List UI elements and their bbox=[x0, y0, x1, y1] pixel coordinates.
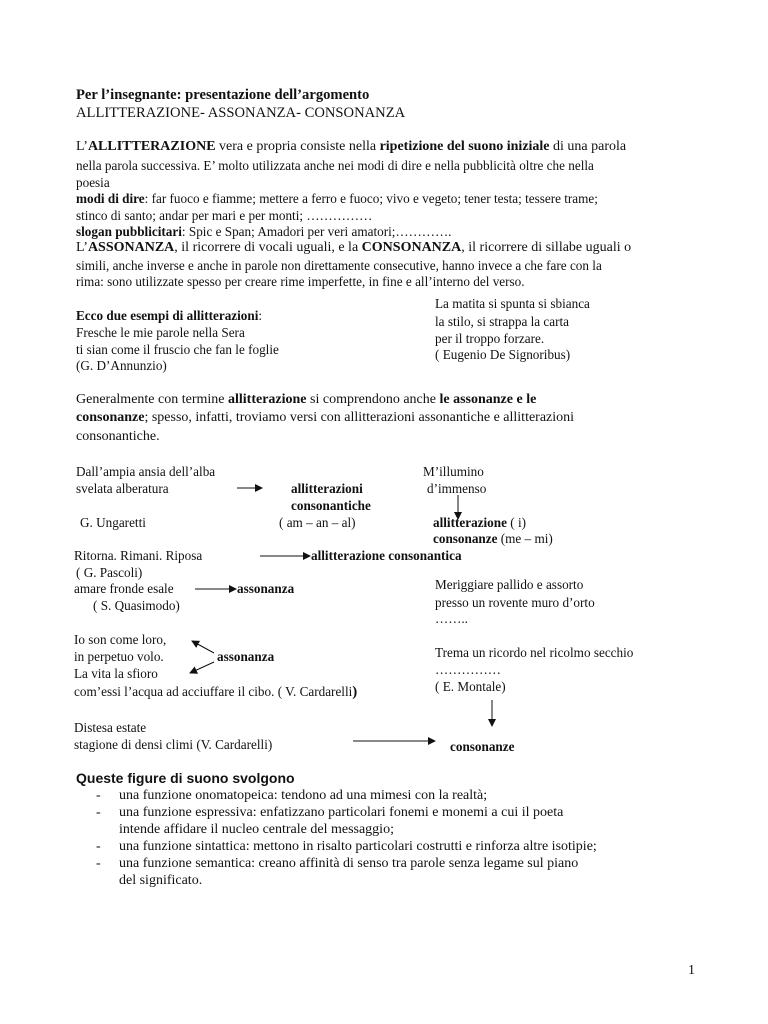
cardarelli-arrow-up bbox=[192, 641, 214, 653]
montale-verse: …….. bbox=[435, 611, 468, 626]
cardarelli2-label: consonanze bbox=[450, 739, 515, 754]
pascoli-verse: Ritorna. Rimani. Riposa bbox=[74, 548, 203, 563]
illumino-verse: d’immenso bbox=[427, 481, 487, 496]
montale-verse: presso un rovente muro d’orto bbox=[435, 595, 595, 610]
funzione-item: - una funzione espressiva: enfatizzano particolari fonemi e monemi a cui il poeta intende affidare il nucleo centrale del messaggio; bbox=[96, 804, 716, 838]
cardarelli-verse: in perpetuo volo. bbox=[74, 649, 164, 664]
page-number: 1 bbox=[688, 963, 695, 978]
intro-line: L’ALLITTERAZIONE vera e propria consiste nella ripetizione del suono iniziale di una parola bbox=[76, 139, 627, 154]
cardarelli2-verse: stagione di densi climi (V. Cardarelli) bbox=[74, 737, 273, 752]
intro-line: L’ASSONANZA, il ricorrere di vocali uguali, e la CONSONANZA, il ricorrere di sillabe uguali o bbox=[76, 240, 632, 255]
cardarelli2-verse: Distesa estate bbox=[74, 720, 147, 735]
ungaretti-label: consonantiche bbox=[291, 498, 371, 513]
quasimodo-label: assonanza bbox=[237, 581, 295, 596]
general-line: Generalmente con termine allitterazione si comprendono anche le assonanze e le bbox=[76, 392, 537, 407]
intro-line: nella parola successiva. E’ molto utilizzata anche nei modi di dire e nella pubblicità oltre che nella bbox=[76, 158, 594, 173]
montale-verse: Meriggiare pallido e assorto bbox=[435, 577, 584, 592]
quasimodo-verse: amare fronde esale bbox=[74, 581, 174, 596]
illumino-verse: M’illumino bbox=[423, 464, 484, 479]
intro-line: stinco di santo; andar per mari e per monti; …………… bbox=[76, 208, 373, 223]
montale-verse: …………… bbox=[435, 662, 501, 677]
cardarelli-verse: com’essi l’acqua ad acciuffare il cibo. ( V. Cardarelli) bbox=[74, 684, 358, 700]
intro-line: rima: sono utilizzate spesso per creare rime imperfette, in fine e all’interno del verso. bbox=[76, 274, 525, 289]
dannunzio-author: (G. D’Annunzio) bbox=[76, 358, 167, 373]
dannunzio-verse: ti sian come il fruscio che fan le foglie bbox=[76, 342, 279, 357]
quasimodo-author: ( S. Quasimodo) bbox=[93, 598, 180, 613]
dannunzio-verse: Fresche le mie parole nella Sera bbox=[76, 325, 245, 340]
pascoli-label: allitterazione consonantica bbox=[311, 548, 462, 563]
page-title: Per l’insegnante: presentazione dell’argomento bbox=[76, 87, 370, 103]
slogan-line: slogan pubblicitari: Spic e Span; Amadori per veri amatori;…………. bbox=[76, 224, 452, 239]
designoribus-author: ( Eugenio De Signoribus) bbox=[435, 347, 571, 362]
cardarelli-arrow-down bbox=[190, 662, 214, 673]
funzione-item: - una funzione onomatopeica: tendono ad una mimesi con la realtà; bbox=[96, 787, 716, 804]
general-line: consonantiche. bbox=[76, 429, 160, 444]
illumino-label: consonanze (me – mi) bbox=[433, 531, 553, 546]
designoribus-verse: la stilo, si strappa la carta bbox=[435, 314, 570, 329]
funzioni-list bbox=[96, 787, 716, 889]
cardarelli-verse: La vita la sfioro bbox=[74, 666, 158, 681]
examples-heading: Ecco due esempi di allitterazioni: bbox=[76, 308, 263, 323]
general-line: consonanze; spesso, infatti, troviamo versi con allitterazioni assonantiche e allitterazioni bbox=[76, 410, 575, 425]
designoribus-verse: per il troppo forzare. bbox=[435, 331, 545, 346]
funzione-item: - una funzione semantica: creano affinità di senso tra parole senza legame sul piano del significato. bbox=[96, 855, 716, 889]
cardarelli-verse: Io son come loro, bbox=[74, 632, 167, 647]
ungaretti-sounds: ( am – an – al) bbox=[279, 515, 356, 530]
illumino-label: allitterazione ( i) bbox=[433, 515, 527, 530]
ungaretti-label: allitterazioni bbox=[291, 481, 363, 496]
intro-line: simili, anche inverse e anche in parole non direttamente consecutive, hanno invece a che fare con la bbox=[76, 258, 602, 273]
ungaretti-author: G. Ungaretti bbox=[80, 515, 146, 530]
ungaretti-verse: Dall’ampia ansia dell’alba bbox=[76, 464, 216, 479]
montale-verse: Trema un ricordo nel ricolmo secchio bbox=[435, 645, 634, 660]
intro-line: poesia bbox=[76, 175, 110, 190]
montale-author: ( E. Montale) bbox=[435, 679, 506, 694]
pascoli-author: ( G. Pascoli) bbox=[76, 565, 143, 580]
designoribus-verse: La matita si spunta si sbianca bbox=[435, 296, 590, 311]
page-subtitle: ALLITTERAZIONE- ASSONANZA- CONSONANZA bbox=[76, 105, 406, 121]
ungaretti-verse: svelata alberatura bbox=[76, 481, 169, 496]
cardarelli-label: assonanza bbox=[217, 649, 275, 664]
funzione-item: - una funzione sintattica: mettono in risalto particolari costrutti e rinforza altre isotipie; bbox=[96, 838, 716, 855]
modi-di-dire-line: modi di dire: far fuoco e fiamme; mettere a ferro e fuoco; vivo e vegeto; tener testa; tessere trame; bbox=[76, 191, 598, 206]
funzioni-heading: Queste figure di suono svolgono bbox=[76, 770, 295, 786]
